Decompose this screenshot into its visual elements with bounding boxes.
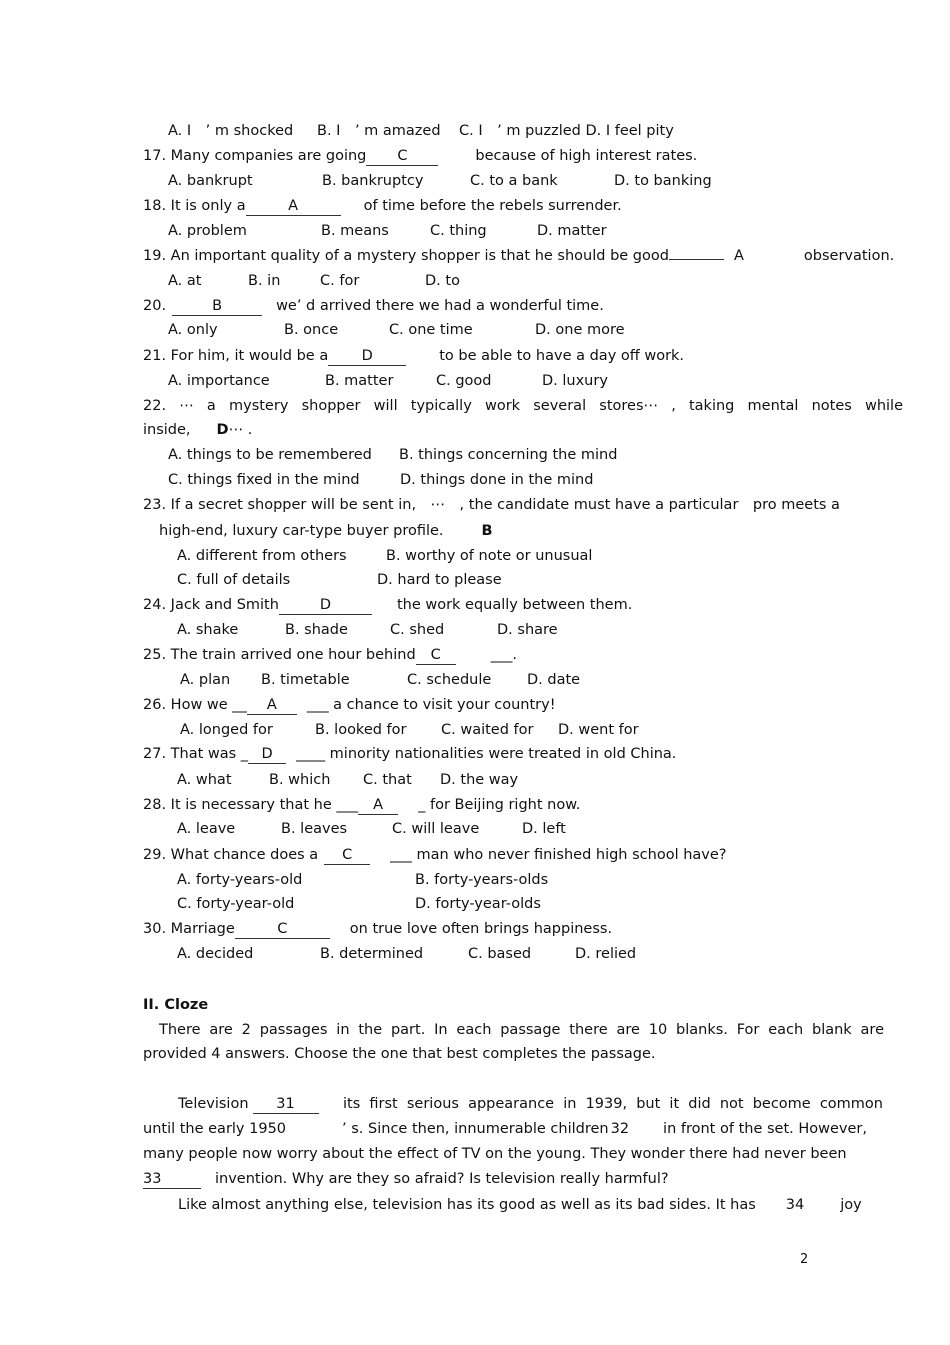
q17-option-a: A. bankrupt	[168, 173, 253, 189]
q22-stem-end: ⋯ .	[228, 422, 253, 438]
q24-stem: 24. Jack and Smith	[143, 597, 279, 613]
q29-stem-end: ___ man who never finished high school have?	[390, 847, 727, 863]
question-28	[143, 796, 580, 815]
passage-line-1-end: its first serious appearance in 1939, but it did not become common	[343, 1096, 883, 1112]
q23-option-b: B. worthy of note or unusual	[386, 548, 593, 564]
q29-option-a: A. forty-years-old	[177, 872, 303, 888]
q28-option-b: B. leaves	[281, 821, 348, 837]
q17-option-b: B. bankruptcy	[322, 173, 424, 189]
q22-option-d: D. things done in the mind	[400, 472, 594, 488]
q30-stem-end: on true love often brings happiness.	[349, 921, 613, 937]
q20-stem-end: we’ d arrived there we had a wonderful time.	[276, 298, 604, 314]
cloze-intro-line-2: provided 4 answers. Choose the one that best completes the passage.	[143, 1046, 656, 1062]
question-22-line-1: 22. ⋯ a mystery shopper will typically work several stores⋯ , taking mental notes while	[143, 398, 903, 414]
q29-option-c: C. forty-year-old	[177, 896, 295, 912]
passage-text: invention. Why are they so afraid? Is television really harmful?	[215, 1171, 669, 1187]
q18-option-a: A. problem	[168, 223, 247, 239]
q18-option-b: B. means	[321, 223, 389, 239]
q27-option-d: D. the way	[440, 772, 519, 788]
q21-option-d: D. luxury	[542, 373, 608, 389]
question-29	[143, 846, 726, 865]
passage-line-3: many people now worry about the effect of TV on the young. They wonder there had never been	[143, 1146, 847, 1162]
q16-option-c-d: C. I ’ m puzzled D. I feel pity	[459, 123, 674, 139]
q21-stem: 21. For him, it would be a	[143, 348, 329, 364]
q17-answer-blank: C	[366, 147, 438, 166]
q22-option-b: B. things concerning the mind	[399, 447, 618, 463]
q19-answer: A	[733, 248, 744, 264]
q30-option-d: D. relied	[575, 946, 637, 962]
question-22-line-2	[143, 421, 252, 439]
q17-stem: 17. Many companies are going	[143, 148, 367, 164]
q26-option-d: D. went for	[558, 722, 639, 738]
q25-answer-blank: C	[416, 646, 456, 665]
passage-text: Like almost anything else, television has its good as well as its bad sides. It has	[178, 1197, 756, 1213]
passage-line-5	[178, 1196, 862, 1214]
question-24	[143, 596, 632, 615]
q19-option-c: C. for	[320, 273, 360, 289]
q19-option-d: D. to	[425, 273, 460, 289]
q17-stem-end: because of high interest rates.	[475, 148, 698, 164]
q20-option-a: A. only	[168, 322, 218, 338]
q26-option-b: B. looked for	[315, 722, 407, 738]
cloze-intro-line-1: There are 2 passages in the part. In each passage there are 10 blanks. For each blank are	[159, 1022, 884, 1038]
passage-line-2	[143, 1120, 867, 1138]
q18-answer-blank: A	[246, 197, 341, 216]
q22-answer: D	[216, 422, 229, 438]
q17-option-d: D. to banking	[614, 173, 712, 189]
question-23-line-1: 23. If a secret shopper will be sent in, ⋯ , the candidate must have a particular pro meets a	[143, 497, 840, 513]
q24-option-d: D. share	[497, 622, 558, 638]
question-25	[143, 646, 517, 665]
passage-line-1-start	[178, 1095, 319, 1114]
q20-stem: 20.	[143, 298, 167, 314]
q19-blank-line	[669, 259, 724, 260]
q16-option-a: A. I ’ m shocked	[168, 123, 294, 139]
q18-stem-end: of time before the rebels surrender.	[363, 198, 622, 214]
q22-option-a: A. things to be remembered	[168, 447, 372, 463]
passage-line-4	[143, 1170, 669, 1189]
q29-option-d: D. forty-year-olds	[415, 896, 541, 912]
q25-option-a: A. plan	[180, 672, 231, 688]
q27-stem-end: ____ minority nationalities were treated in old China.	[296, 746, 677, 762]
q28-option-a: A. leave	[177, 821, 236, 837]
q24-answer-blank: D	[279, 596, 372, 615]
q27-option-a: A. what	[177, 772, 232, 788]
q23-answer: B	[481, 523, 493, 539]
q23-option-c: C. full of details	[177, 572, 291, 588]
q28-option-d: D. left	[522, 821, 566, 837]
question-26	[143, 696, 556, 715]
q20-option-c: C. one time	[389, 322, 473, 338]
q28-stem-end: _ for Beijing right now.	[418, 797, 581, 813]
q29-answer-blank: C	[324, 846, 370, 865]
q26-option-c: C. waited for	[441, 722, 534, 738]
q26-answer-blank: A	[247, 696, 297, 715]
q21-stem-end: to be able to have a day off work.	[439, 348, 685, 364]
blank-34: 34	[785, 1197, 805, 1213]
q22-option-c: C. things fixed in the mind	[168, 472, 360, 488]
q24-stem-end: the work equally between them.	[396, 597, 633, 613]
q19-option-b: B. in	[248, 273, 281, 289]
question-18	[143, 197, 622, 216]
question-27	[143, 745, 676, 764]
q18-stem: 18. It is only a	[143, 198, 246, 214]
q25-option-b: B. timetable	[261, 672, 350, 688]
q29-stem: 29. What chance does a	[143, 847, 319, 863]
q30-option-c: C. based	[468, 946, 532, 962]
q28-answer-blank: A	[358, 796, 398, 815]
q30-stem: 30. Marriage	[143, 921, 235, 937]
q19-stem: 19. An important quality of a mystery shopper is that he should be good	[143, 248, 669, 264]
q27-answer-blank: D	[248, 745, 286, 764]
q25-stem-end: ___.	[490, 647, 518, 663]
q19-option-a: A. at	[168, 273, 202, 289]
q21-option-c: C. good	[436, 373, 492, 389]
q21-option-b: B. matter	[325, 373, 394, 389]
q29-option-b: B. forty-years-olds	[415, 872, 549, 888]
q21-answer-blank: D	[328, 347, 406, 366]
q18-option-d: D. matter	[537, 223, 607, 239]
passage-text: in front of the set. However,	[663, 1121, 867, 1137]
q30-answer-blank: C	[235, 920, 330, 939]
q20-answer-blank: B	[172, 297, 262, 316]
q28-stem: 28. It is necessary that he ___	[143, 797, 359, 813]
q24-option-a: A. shake	[177, 622, 239, 638]
q20-option-d: D. one more	[535, 322, 625, 338]
q25-option-d: D. date	[527, 672, 581, 688]
question-20	[143, 297, 604, 316]
q23-stem-end: high-end, luxury car-type buyer profile.	[159, 523, 444, 539]
q26-stem: 26. How we __	[143, 697, 247, 713]
passage-text: ’ s. Since then, innumerable children	[342, 1121, 609, 1137]
q19-stem-end: observation.	[803, 248, 895, 264]
question-23-line-2	[159, 522, 493, 540]
q22-stem-inside: inside,	[143, 422, 191, 438]
q27-stem: 27. That was _	[143, 746, 249, 762]
q23-option-d: D. hard to please	[377, 572, 502, 588]
q18-option-c: C. thing	[430, 223, 487, 239]
q16-option-b: B. I ’ m amazed	[317, 123, 441, 139]
q25-stem: 25. The train arrived one hour behind	[143, 647, 416, 663]
q27-option-b: B. which	[269, 772, 331, 788]
q24-option-b: B. shade	[285, 622, 348, 638]
q26-stem-end: ___ a chance to visit your country!	[306, 697, 556, 713]
q27-option-c: C. that	[363, 772, 412, 788]
page-number: 2	[800, 1252, 809, 1267]
question-19	[143, 247, 894, 265]
passage-text: joy	[840, 1197, 862, 1213]
q24-option-c: C. shed	[390, 622, 445, 638]
q30-option-b: B. determined	[320, 946, 424, 962]
question-17	[143, 147, 697, 166]
q21-option-a: A. importance	[168, 373, 270, 389]
passage-text: until the early 1950	[143, 1121, 287, 1137]
q20-option-b: B. once	[284, 322, 339, 338]
blank-33: 33	[143, 1170, 201, 1189]
question-21	[143, 347, 684, 366]
q23-option-a: A. different from others	[177, 548, 347, 564]
blank-31: 31	[253, 1095, 319, 1114]
q26-option-a: A. longed for	[180, 722, 273, 738]
blank-32: 32	[610, 1121, 630, 1137]
q30-option-a: A. decided	[177, 946, 254, 962]
q25-option-c: C. schedule	[407, 672, 492, 688]
q28-option-c: C. will leave	[392, 821, 480, 837]
passage-text: Television	[178, 1096, 249, 1112]
cloze-heading: II. Cloze	[143, 997, 209, 1013]
question-30	[143, 920, 612, 939]
q17-option-c: C. to a bank	[470, 173, 558, 189]
